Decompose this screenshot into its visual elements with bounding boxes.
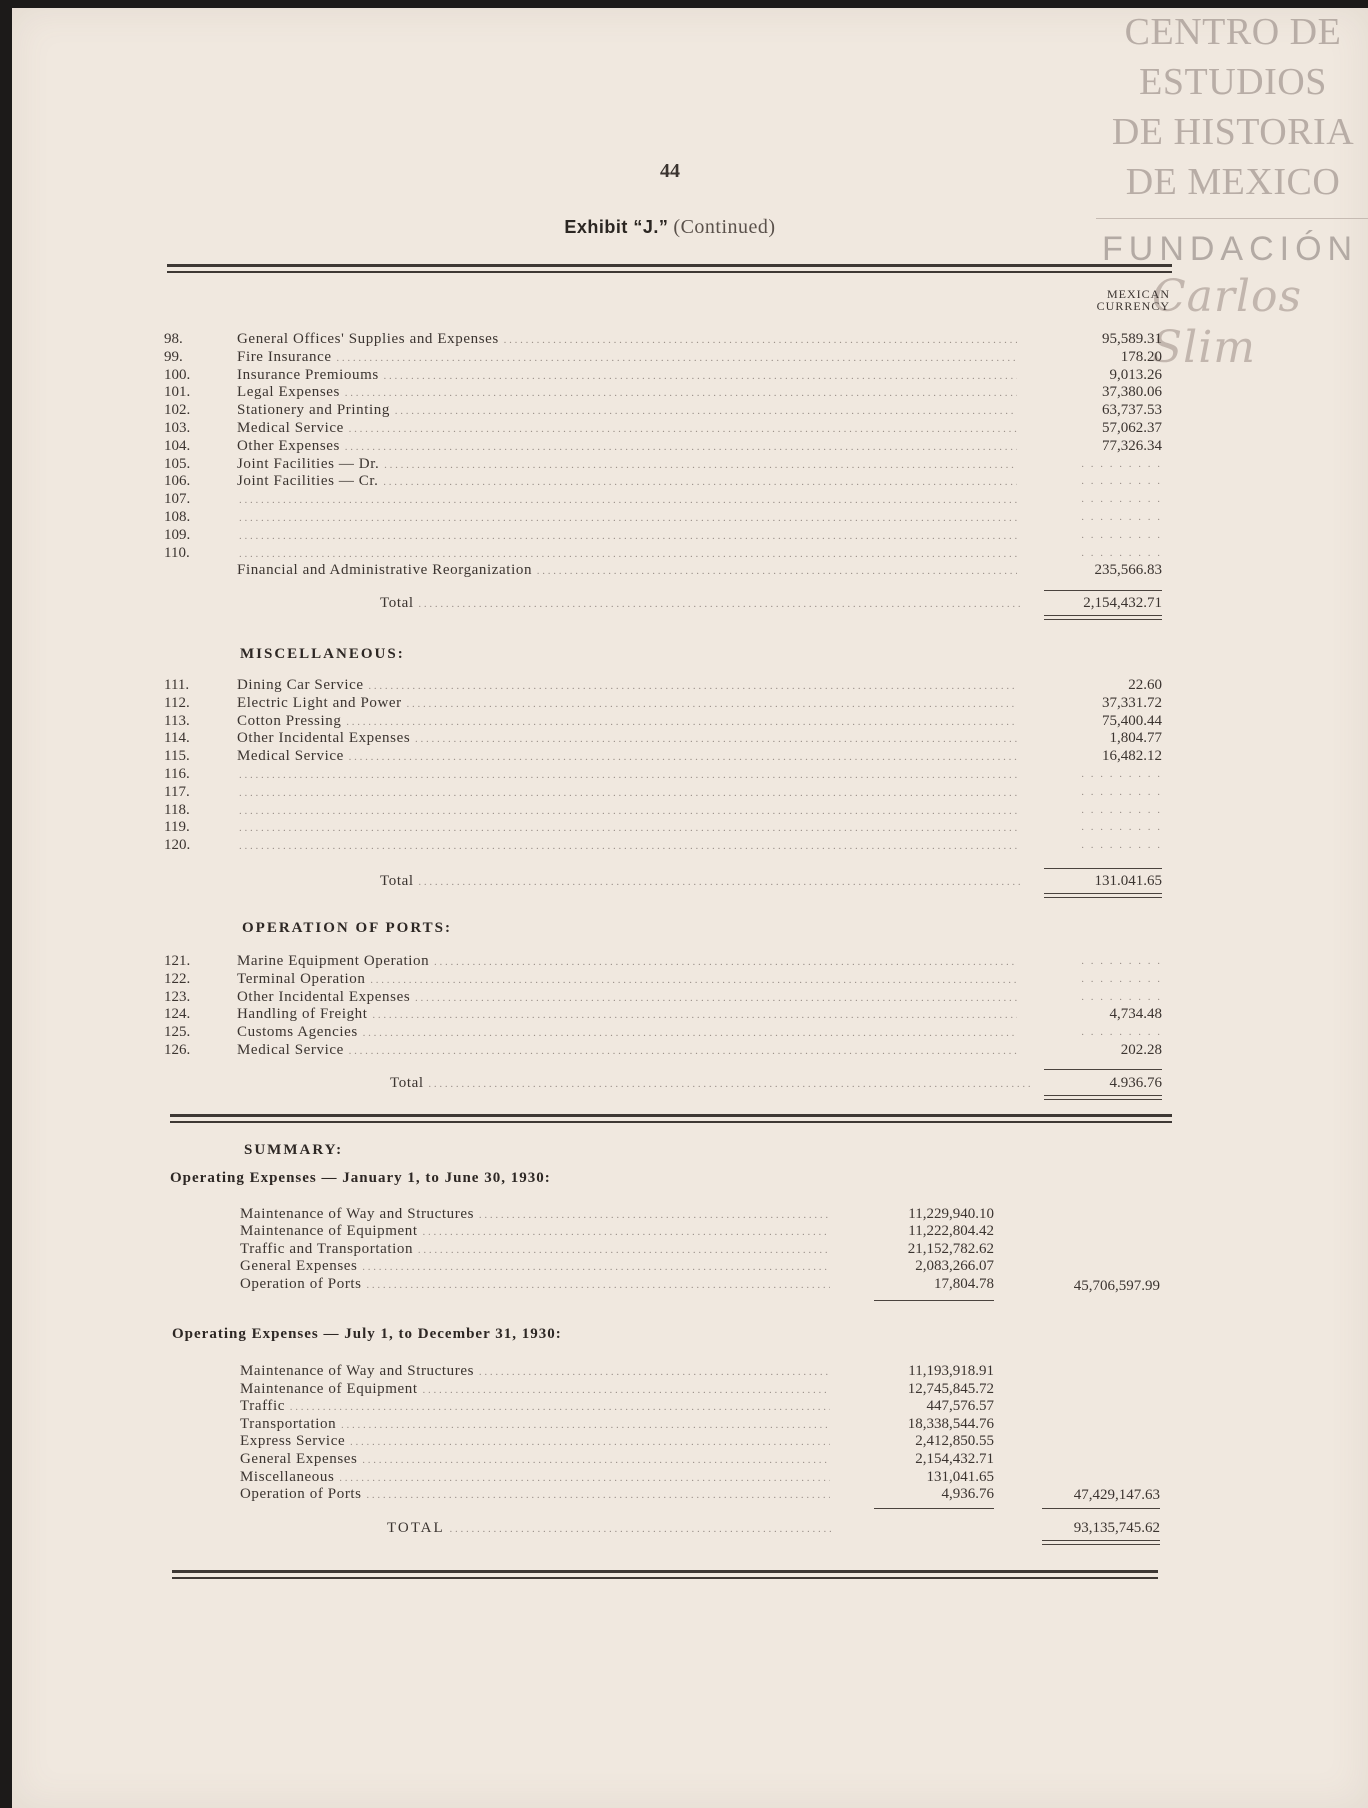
total-value: 131.041.65	[1094, 873, 1162, 889]
account-number: 100.	[164, 366, 191, 383]
account-row	[12, 383, 1192, 401]
account-label: Medical Service	[237, 748, 344, 765]
account-row	[12, 419, 1192, 437]
account-label: Joint Facilities — Cr.	[237, 473, 379, 490]
summary-value: 2,083,266.07	[915, 1258, 994, 1275]
account-row	[12, 490, 1192, 508]
account-label: General Offices' Supplies and Expenses	[237, 331, 499, 347]
subtotal-rule	[874, 1300, 994, 1301]
account-label: Medical Service	[237, 1042, 344, 1058]
account-number: 118.	[164, 801, 190, 818]
summary-row	[12, 1433, 1192, 1450]
summary-label: Transportation	[240, 1415, 337, 1432]
account-label: Marine Equipment Operation	[237, 953, 430, 969]
account-label: Handling of Freight	[237, 1006, 368, 1023]
account-row	[12, 508, 1192, 526]
summary-period-heading: Operating Expenses — January 1, to June 30, 1930:	[170, 1170, 551, 1186]
summary-value: 11,229,940.10	[908, 1206, 994, 1222]
watermark-signature-logo: Carlos Slim	[1152, 271, 1303, 373]
summary-label: General Expenses	[240, 1258, 358, 1275]
account-row	[12, 366, 1192, 384]
account-row	[12, 401, 1192, 419]
summary-row	[12, 1451, 1192, 1468]
account-value: . . . . . . . . .	[1081, 785, 1162, 798]
account-value: 63,737.53	[1102, 402, 1162, 419]
account-label	[237, 527, 239, 543]
watermark-line: ESTUDIOS	[1139, 61, 1327, 103]
header-double-rule	[167, 264, 1172, 273]
summary-label: Operation of Ports	[240, 1486, 362, 1503]
summary-label: General Expenses	[240, 1451, 358, 1467]
account-label	[237, 766, 239, 782]
account-row	[12, 455, 1192, 473]
account-value: 75,400.44	[1102, 712, 1162, 729]
account-label	[237, 509, 239, 525]
account-value: . . . . . . . . .	[1081, 972, 1162, 985]
account-row	[12, 526, 1192, 544]
account-label	[237, 819, 239, 835]
summary-period-heading: Operating Expenses — July 1, to December 31, 1930:	[172, 1326, 562, 1342]
watermark-foundation: FUNDACIÓN	[1102, 230, 1359, 268]
page-number: 44	[660, 160, 680, 182]
account-label: Financial and Administrative Reorganization	[237, 562, 533, 579]
account-number: 113.	[164, 712, 190, 729]
account-value: 37,380.06	[1102, 384, 1162, 401]
summary-value: 11,193,918.91	[908, 1363, 994, 1379]
summary-value: 2,412,850.55	[915, 1433, 994, 1450]
account-label: Cotton Pressing	[237, 712, 342, 729]
account-row	[12, 765, 1192, 783]
account-value: . . . . . . . . .	[1081, 821, 1162, 834]
account-number: 106.	[164, 473, 191, 490]
summary-value: 18,338,544.76	[907, 1415, 994, 1432]
account-label: Stationery and Printing	[237, 402, 390, 419]
summary-label: Operation of Ports	[240, 1275, 362, 1292]
account-label: Insurance Premioums	[237, 366, 379, 383]
subtotal-value: 47,429,147.63	[1073, 1487, 1160, 1503]
account-label	[237, 545, 239, 561]
account-value: . . . . . . . . .	[1081, 768, 1162, 780]
footer-double-rule	[172, 1570, 1158, 1579]
account-value: . . . . . . . . .	[1081, 955, 1162, 967]
account-number: 125.	[164, 1024, 191, 1041]
currency-line: CURRENCY	[1096, 299, 1170, 313]
account-number: 108.	[164, 509, 191, 525]
account-label: Other Incidental Expenses	[237, 730, 411, 747]
summary-row	[12, 1469, 1192, 1486]
account-value: 37,331.72	[1102, 694, 1162, 711]
account-label: Other Incidental Expenses	[237, 988, 411, 1005]
summary-value: 17,804.78	[934, 1275, 994, 1292]
account-number: 103.	[164, 420, 191, 436]
account-number: 119.	[164, 819, 190, 836]
account-value: 95,589.31	[1102, 331, 1162, 347]
account-row	[12, 694, 1192, 712]
account-row	[12, 818, 1192, 836]
watermark-line: CENTRO DE	[1124, 11, 1342, 53]
account-label	[237, 802, 239, 818]
summary-value: 447,576.57	[926, 1398, 994, 1415]
account-number: 126.	[164, 1042, 191, 1058]
exhibit-title	[12, 216, 1328, 239]
account-value: 202.28	[1120, 1042, 1162, 1058]
subtotal-rule	[1042, 1508, 1160, 1509]
account-row	[12, 1005, 1192, 1023]
subtotal-rule	[1044, 868, 1162, 869]
account-row	[12, 801, 1192, 819]
summary-period2-subtotal	[12, 1487, 1192, 1504]
account-value: 4,734.48	[1109, 1006, 1162, 1023]
account-value: 178.20	[1120, 348, 1162, 365]
account-label	[237, 491, 239, 507]
summary-label: Miscellaneous	[240, 1468, 335, 1485]
account-number: 101.	[164, 384, 191, 401]
currency-heading	[1052, 288, 1170, 312]
summary-row	[12, 1416, 1192, 1433]
account-label	[237, 784, 239, 800]
summary-grand-total-row	[12, 1520, 1192, 1537]
total-double-rule	[1042, 1540, 1160, 1545]
account-row	[12, 729, 1192, 747]
total-double-rule	[1044, 615, 1162, 620]
currency-line: MEXICAN	[1107, 287, 1170, 301]
total-value: 2,154,432.71	[1083, 595, 1162, 611]
section-title-ports: OPERATION OF PORTS:	[242, 920, 452, 936]
account-row	[12, 952, 1192, 970]
account-value: . . . . . . . . .	[1081, 990, 1162, 1003]
subtotal-value: 45,706,597.99	[1073, 1278, 1160, 1294]
account-value: . . . . . . . . .	[1081, 493, 1162, 506]
summary-label: Maintenance of Way and Structures	[240, 1206, 475, 1222]
account-label: Legal Expenses	[237, 384, 340, 401]
account-row	[12, 783, 1192, 801]
subtotal-rule	[1044, 1069, 1162, 1070]
total-label: Total	[380, 873, 414, 889]
account-row	[12, 544, 1192, 562]
total-label: Total	[380, 595, 414, 611]
account-row	[12, 970, 1192, 988]
watermark-line: DE MEXICO	[1125, 161, 1341, 203]
summary-row	[12, 1381, 1192, 1398]
grand-total-value: 93,135,745.62	[1073, 1520, 1160, 1536]
subtotal-rule	[874, 1508, 994, 1509]
account-number: 117.	[164, 783, 190, 800]
summary-value: 131,041.65	[926, 1468, 994, 1485]
total-double-rule	[1044, 893, 1162, 898]
watermark-line: DE HISTORIA	[1111, 111, 1355, 153]
account-number: 107.	[164, 491, 191, 508]
account-value: . . . . . . . . .	[1081, 511, 1162, 523]
account-row	[12, 330, 1192, 348]
section-title-miscellaneous: MISCELLANEOUS:	[240, 646, 405, 662]
account-row	[12, 836, 1192, 854]
grand-total-label: TOTAL	[387, 1520, 445, 1536]
account-number: 104.	[164, 437, 191, 454]
account-number: 116.	[164, 766, 190, 782]
account-value: . . . . . . . . .	[1081, 1026, 1162, 1039]
account-label: Other Expenses	[237, 437, 340, 454]
summary-value: 2,154,432.71	[915, 1451, 994, 1467]
continued-label: (Continued)	[673, 216, 776, 238]
account-value: 77,326.34	[1102, 437, 1162, 454]
account-row	[12, 561, 1192, 579]
account-value: 1,804.77	[1109, 730, 1162, 747]
account-label: Medical Service	[237, 420, 344, 436]
account-number: 122.	[164, 970, 191, 987]
ports-total-row	[12, 1074, 1192, 1092]
summary-value: 12,745,845.72	[907, 1380, 994, 1397]
account-number: 105.	[164, 455, 191, 472]
document-page	[12, 8, 1368, 1808]
account-row	[12, 1041, 1192, 1059]
summary-row	[12, 1363, 1192, 1380]
summary-label: Express Service	[240, 1433, 346, 1450]
account-number: 109.	[164, 526, 191, 543]
summary-period1-subtotal	[12, 1275, 1192, 1295]
total-label: Total	[390, 1075, 424, 1091]
account-row	[12, 472, 1192, 490]
summary-label: Maintenance of Way and Structures	[240, 1363, 475, 1379]
summary-row	[12, 1241, 1192, 1258]
summary-label: Traffic and Transportation	[240, 1240, 414, 1257]
account-row	[12, 712, 1192, 730]
account-number: 112.	[164, 694, 190, 711]
account-label: Fire Insurance	[237, 348, 332, 365]
account-row	[12, 747, 1192, 765]
account-label	[237, 837, 239, 853]
summary-row	[12, 1398, 1192, 1415]
summary-row	[12, 1223, 1192, 1240]
account-value: 9,013.26	[1109, 366, 1162, 383]
account-value: 57,062.37	[1102, 420, 1162, 436]
account-row	[12, 988, 1192, 1006]
miscellaneous-total-row	[12, 872, 1192, 890]
account-number: 110.	[164, 544, 190, 561]
account-number: 111.	[164, 677, 190, 693]
account-number: 120.	[164, 837, 191, 854]
account-value: 235,566.83	[1094, 562, 1162, 579]
account-row	[12, 676, 1192, 694]
account-number: 123.	[164, 988, 191, 1005]
account-label: Electric Light and Power	[237, 694, 402, 711]
account-label: Customs Agencies	[237, 1024, 358, 1041]
summary-row	[12, 1258, 1192, 1275]
summary-value: 4,936.76	[941, 1486, 994, 1503]
account-value: . . . . . . . . .	[1081, 803, 1162, 816]
account-label: Dining Car Service	[237, 677, 364, 693]
account-label: Terminal Operation	[237, 970, 366, 987]
account-row	[12, 437, 1192, 455]
account-label: Joint Facilities — Dr.	[237, 455, 380, 472]
account-value: 16,482.12	[1102, 748, 1162, 765]
account-number: 115.	[164, 748, 190, 765]
account-value: . . . . . . . . .	[1081, 457, 1162, 470]
account-value: . . . . . . . . .	[1081, 546, 1162, 559]
account-value: . . . . . . . . .	[1081, 528, 1162, 541]
summary-row	[12, 1206, 1192, 1223]
account-number: 99.	[164, 348, 183, 365]
summary-value: 11,222,804.42	[908, 1223, 994, 1240]
account-number: 121.	[164, 953, 191, 969]
summary-label: Traffic	[240, 1398, 286, 1415]
subtotal-rule	[1044, 590, 1162, 591]
account-row	[12, 1023, 1192, 1041]
summary-label: Maintenance of Equipment	[240, 1223, 418, 1240]
total-value: 4.936.76	[1109, 1075, 1162, 1091]
account-number: 102.	[164, 402, 191, 419]
summary-value: 21,152,782.62	[907, 1240, 994, 1257]
account-value: . . . . . . . . .	[1081, 839, 1162, 852]
section-double-rule	[170, 1114, 1172, 1123]
summary-label: Maintenance of Equipment	[240, 1380, 418, 1397]
account-number: 124.	[164, 1006, 191, 1023]
section-title-summary: SUMMARY:	[244, 1142, 344, 1158]
account-value: 22.60	[1128, 677, 1162, 693]
account-row	[12, 348, 1192, 366]
general-total-row	[12, 594, 1192, 612]
account-value: . . . . . . . . .	[1081, 475, 1162, 488]
total-double-rule	[1044, 1095, 1162, 1100]
account-number: 98.	[164, 331, 183, 347]
account-number: 114.	[164, 730, 190, 747]
exhibit-label: Exhibit “J.”	[564, 217, 669, 237]
